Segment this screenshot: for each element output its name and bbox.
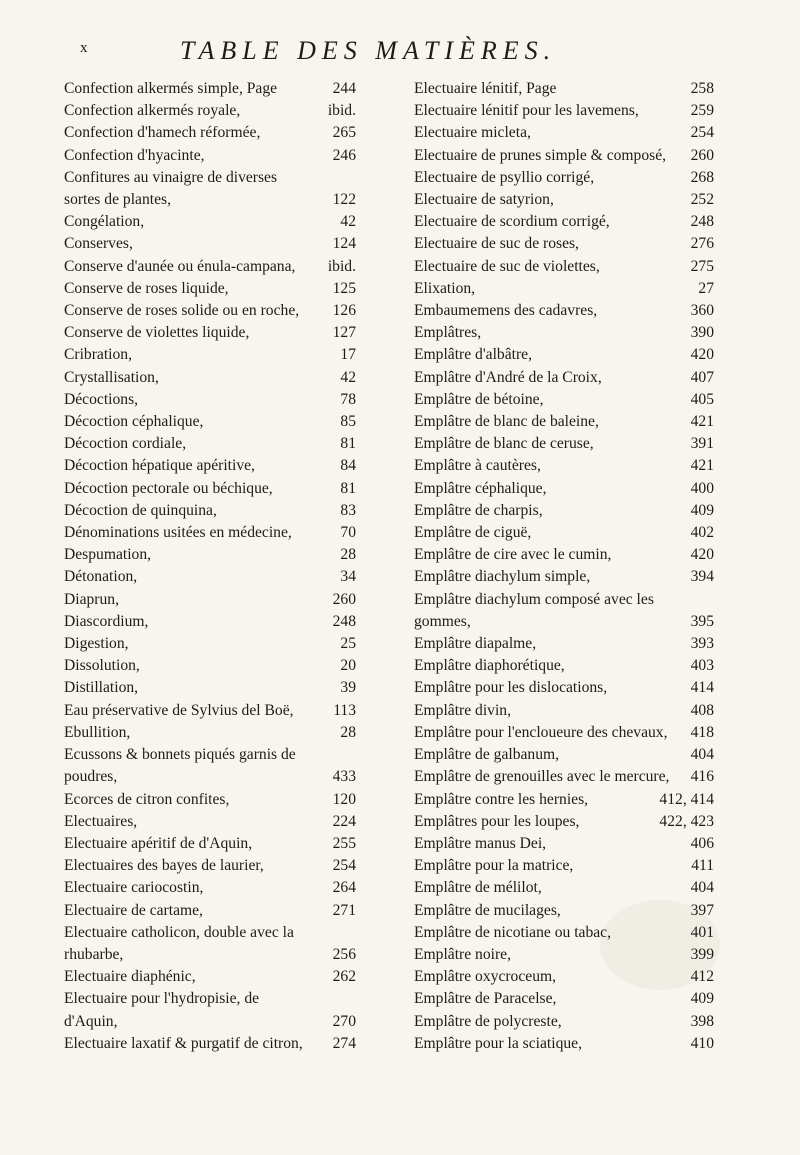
entry-label: Emplâtres,	[414, 324, 482, 342]
entry-page-number: 412	[690, 968, 714, 986]
entry-page-number: 265	[332, 124, 356, 142]
entry-label: Emplâtre diachylum composé avec les gommes,	[414, 590, 654, 630]
index-entry	[414, 522, 714, 544]
index-entry	[64, 78, 356, 100]
entry-label: Electuaire catholicon, double avec la rhubarbe,	[64, 923, 294, 963]
entry-label: Electuaire pour l'hydropisie, de d'Aquin,	[64, 990, 260, 1030]
index-entry	[414, 544, 714, 566]
entry-label: Décoction de quinquina,	[64, 501, 217, 519]
entry-page-number: 271	[332, 901, 356, 919]
index-entry	[414, 233, 714, 255]
entry-label: Emplâtre à cautères,	[414, 457, 541, 475]
entry-page-number: 421	[690, 457, 714, 475]
index-entry	[64, 1033, 356, 1055]
entry-page-number: 83	[340, 501, 356, 519]
index-entry	[414, 344, 714, 366]
entry-page-number: 81	[340, 435, 356, 453]
entry-page-number: 416	[690, 768, 714, 786]
entry-page-number: 403	[690, 657, 714, 675]
entry-label: Emplâtre oxycroceum,	[414, 968, 557, 986]
entry-page-number: 274	[332, 1034, 356, 1052]
entry-page-number: 270	[332, 1012, 356, 1030]
entry-label: Emplâtre de grenouilles avec le mercure,	[414, 768, 670, 786]
entry-label: Emplâtre manus Dei,	[414, 834, 547, 852]
entry-label: Décoction pectorale ou béchique,	[64, 479, 273, 497]
entry-label: Ecorces de citron confites,	[64, 790, 230, 808]
index-entry	[414, 500, 714, 522]
entry-label: Décoction cordiale,	[64, 435, 187, 453]
entry-page-number: 255	[332, 834, 356, 852]
index-entry	[414, 1033, 714, 1055]
entry-label: Confection d'hamech réformée,	[64, 124, 261, 142]
index-entry	[414, 789, 714, 811]
entry-page-number: 394	[690, 568, 714, 586]
index-entry	[64, 744, 356, 788]
index-entry	[414, 722, 714, 744]
entry-page-number: 246	[332, 146, 356, 164]
entry-page-number: 122	[332, 191, 356, 209]
entry-label: Décoction hépatique apéritive,	[64, 457, 255, 475]
index-entry	[414, 966, 714, 988]
entry-label: Embaumemens des cadavres,	[414, 302, 598, 320]
entry-label: Diascordium,	[64, 612, 149, 630]
entry-page-number: ibid.	[327, 257, 356, 275]
entry-page-number: 34	[340, 568, 356, 586]
index-entry	[414, 455, 714, 477]
entry-label: Elixation,	[414, 279, 476, 297]
index-entry	[64, 988, 356, 1032]
entry-page-number: 360	[690, 302, 714, 320]
entry-page-number: 42	[340, 368, 356, 386]
index-entry	[64, 966, 356, 988]
index-entry	[414, 1011, 714, 1033]
index-entry	[414, 744, 714, 766]
index-entry	[64, 433, 356, 455]
index-entry	[414, 700, 714, 722]
index-entry	[414, 478, 714, 500]
entry-page-number: 409	[690, 501, 714, 519]
entry-label: Despumation,	[64, 546, 152, 564]
index-entry	[64, 677, 356, 699]
entry-label: Electuaire laxatif & purgatif de citron,	[64, 1034, 303, 1052]
entry-label: Diaprun,	[64, 590, 119, 608]
index-entry	[414, 256, 714, 278]
index-entry	[64, 145, 356, 167]
entry-page-number: 404	[690, 879, 714, 897]
index-entry	[64, 322, 356, 344]
index-entry	[414, 433, 714, 455]
entry-label: Emplâtre de galbanum,	[414, 746, 560, 764]
index-entry	[64, 789, 356, 811]
entry-page-number: 398	[690, 1012, 714, 1030]
index-entry	[64, 233, 356, 255]
entry-page-number: 28	[340, 723, 356, 741]
entry-page-number: 262	[332, 968, 356, 986]
entry-label: Eau préservative de Sylvius del Boë,	[64, 701, 294, 719]
entry-label: Emplâtre de nicotiane ou tabac,	[414, 923, 612, 941]
entry-label: Confection alkermés simple, Page	[64, 80, 278, 97]
entry-label: Emplâtre de Paracelse,	[414, 990, 557, 1008]
index-entry	[64, 278, 356, 300]
index-entry	[414, 300, 714, 322]
entry-label: Emplâtre pour la sciatique,	[414, 1034, 583, 1052]
entry-label: Electuaire de suc de roses,	[414, 235, 579, 253]
index-entry	[414, 367, 714, 389]
entry-page-number: 27	[698, 279, 714, 297]
index-entry	[64, 700, 356, 722]
entry-label: Electuaire de cartame,	[64, 901, 203, 919]
index-entry	[64, 167, 356, 211]
entry-page-number: 254	[332, 857, 356, 875]
index-entry	[414, 145, 714, 167]
index-entry	[64, 522, 356, 544]
entry-label: Emplâtre de charpis,	[414, 501, 543, 519]
entry-label: Cribration,	[64, 346, 132, 364]
index-entry	[64, 589, 356, 611]
entry-page-number: 401	[690, 923, 714, 941]
entry-page-number: 418	[690, 723, 714, 741]
entry-label: Congélation,	[64, 213, 145, 231]
entry-label: Emplâtre de blanc de baleine,	[414, 413, 599, 431]
entry-label: Confection d'hyacinte,	[64, 146, 205, 164]
entry-label: Décoctions,	[64, 390, 139, 408]
index-entry	[64, 633, 356, 655]
entry-label: Emplâtre de cire avec le cumin,	[414, 546, 612, 564]
entry-label: Emplâtre de bétoine,	[414, 390, 544, 408]
entry-page-number: 120	[332, 790, 356, 808]
entry-page-number: 259	[690, 102, 714, 120]
index-entry	[414, 677, 714, 699]
entry-page-number: 244	[332, 80, 356, 97]
entry-page-number: 422, 423	[659, 812, 714, 830]
entry-label: Electuaire lénitif, Page	[414, 80, 557, 97]
entry-label: Dénominations usitées en médecine,	[64, 524, 292, 542]
entry-label: Emplâtre de polycreste,	[414, 1012, 562, 1030]
index-entry	[64, 655, 356, 677]
entry-label: Conserve de roses liquide,	[64, 279, 229, 297]
index-entry	[64, 855, 356, 877]
index-entry	[414, 100, 714, 122]
entry-page-number: 390	[690, 324, 714, 342]
index-column-left	[64, 78, 356, 1055]
index-entry	[64, 566, 356, 588]
index-entry	[414, 189, 714, 211]
index-entry	[414, 855, 714, 877]
entry-label: Décoction céphalique,	[64, 413, 204, 431]
index-entry	[64, 900, 356, 922]
index-entry	[64, 877, 356, 899]
index-entry	[414, 211, 714, 233]
entry-page-number: 407	[690, 368, 714, 386]
entry-page-number: 412, 414	[659, 790, 714, 808]
entry-label: Electuaire micleta,	[414, 124, 531, 142]
index-entry	[64, 367, 356, 389]
entry-page-number: 28	[340, 546, 356, 564]
entry-label: Confitures au vinaigre de diverses sortes de plantes,	[64, 168, 278, 209]
entry-label: Electuaire de scordium corrigé,	[414, 213, 610, 231]
entry-label: Emplâtre diapalme,	[414, 635, 537, 653]
entry-label: Emplâtre noire,	[414, 945, 511, 963]
index-entry	[414, 811, 714, 833]
entry-label: Electuaire apéritif de d'Aquin,	[64, 834, 253, 852]
index-entry	[64, 455, 356, 477]
index-entry	[64, 122, 356, 144]
entry-page-number: 126	[332, 302, 356, 320]
index-entry	[64, 922, 356, 966]
entry-label: Confection alkermés royale,	[64, 102, 241, 120]
entry-page-number: 20	[340, 657, 356, 675]
entry-page-number: 397	[690, 901, 714, 919]
entry-page-number: 404	[690, 746, 714, 764]
entry-label: Electuaire de prunes simple & composé,	[414, 146, 667, 164]
index-entry	[64, 344, 356, 366]
entry-label: Détonation,	[64, 568, 138, 586]
entry-label: Electuaire de suc de violettes,	[414, 257, 600, 275]
entry-page-number: 113	[333, 701, 356, 719]
index-entry	[64, 211, 356, 233]
entry-page-number: 405	[690, 390, 714, 408]
entry-page-number: 409	[690, 990, 714, 1008]
index-entry	[414, 988, 714, 1010]
index-entry	[414, 589, 714, 633]
entry-page-number: 400	[690, 479, 714, 497]
index-entry	[414, 278, 714, 300]
entry-page-number: 124	[332, 235, 356, 253]
entry-page-number: 260	[690, 146, 714, 164]
entry-label: Emplâtre de mélilot,	[414, 879, 542, 897]
index-entry	[414, 411, 714, 433]
entry-page-number: 248	[332, 612, 356, 630]
entry-label: Ebullition,	[64, 723, 131, 741]
entry-label: Ecussons & bonnets piqués garnis de poudres,	[64, 746, 296, 786]
entry-page-number: 420	[690, 346, 714, 364]
entry-label: Distillation,	[64, 679, 139, 697]
entry-label: Emplâtre de mucilages,	[414, 901, 561, 919]
index-entry	[64, 100, 356, 122]
page-header	[80, 36, 720, 76]
index-entry	[64, 544, 356, 566]
entry-label: Digestion,	[64, 635, 129, 653]
entry-page-number: 84	[340, 457, 356, 475]
entry-page-number: 127	[332, 324, 356, 342]
page-number: x	[80, 40, 88, 56]
entry-page-number: 410	[690, 1034, 714, 1052]
entry-page-number: 433	[332, 768, 356, 786]
index-entry	[414, 322, 714, 344]
entry-label: Electuaire diaphénic,	[64, 968, 196, 986]
entry-page-number: 42	[340, 213, 356, 231]
index-entry	[64, 500, 356, 522]
entry-page-number: 264	[332, 879, 356, 897]
index-entry	[414, 122, 714, 144]
entry-label: Crystallisation,	[64, 368, 159, 386]
index-entry	[64, 256, 356, 278]
entry-page-number: 414	[690, 679, 714, 697]
index-entry	[414, 944, 714, 966]
entry-label: Emplâtre contre les hernies,	[414, 790, 589, 808]
entry-page-number: 252	[690, 191, 714, 209]
entry-page-number: 39	[340, 679, 356, 697]
entry-page-number: 125	[332, 279, 356, 297]
entry-page-number: 399	[690, 945, 714, 963]
entry-page-number: 256	[332, 945, 356, 963]
index-entry	[64, 478, 356, 500]
entry-label: Emplâtre de blanc de ceruse,	[414, 435, 594, 453]
entry-page-number: 17	[340, 346, 356, 364]
index-entry	[64, 611, 356, 633]
entry-page-number: 81	[340, 479, 356, 497]
index-entry	[414, 389, 714, 411]
entry-label: Electuaires des bayes de laurier,	[64, 857, 264, 875]
entry-label: Electuaire de satyrion,	[414, 191, 554, 209]
entry-label: Dissolution,	[64, 657, 140, 675]
entry-label: Electuaire cariocostin,	[64, 879, 204, 897]
index-entry	[64, 411, 356, 433]
entry-page-number: 248	[690, 213, 714, 231]
entry-label: Emplâtre divin,	[414, 701, 512, 719]
entry-label: Emplâtre céphalique,	[414, 479, 547, 497]
entry-page-number: 402	[690, 524, 714, 542]
entry-page-number: 268	[690, 168, 714, 186]
index-entry	[414, 566, 714, 588]
index-entry	[414, 766, 714, 788]
entry-page-number: 408	[690, 701, 714, 719]
index-entry	[64, 300, 356, 322]
index-entry	[64, 389, 356, 411]
entry-label: Emplâtre pour les dislocations,	[414, 679, 608, 697]
entry-page-number: 391	[690, 435, 714, 453]
entry-page-number: 395	[690, 612, 714, 630]
entry-page-number: 70	[340, 524, 356, 542]
index-entry	[414, 877, 714, 899]
entry-page-number: 406	[690, 834, 714, 852]
entry-label: Emplâtre d'André de la Croix,	[414, 368, 602, 386]
entry-label: Electuaire lénitif pour les lavemens,	[414, 102, 639, 120]
entry-page-number: 260	[332, 590, 356, 608]
index-entry	[64, 811, 356, 833]
entry-page-number: 258	[690, 80, 714, 97]
index-entry	[414, 167, 714, 189]
entry-page-number: 78	[340, 390, 356, 408]
entry-page-number: 25	[340, 635, 356, 653]
index-entry	[414, 633, 714, 655]
index-entry	[64, 833, 356, 855]
entry-page-number: 224	[332, 812, 356, 830]
index-entry	[64, 722, 356, 744]
entry-label: Emplâtre de ciguë,	[414, 524, 532, 542]
entry-label: Emplâtre pour l'encloueure des chevaux,	[414, 723, 668, 741]
entry-label: Emplâtres pour les loupes,	[414, 812, 580, 830]
entry-label: Emplâtre diachylum simple,	[414, 568, 591, 586]
entry-label: Conserve de violettes liquide,	[64, 324, 250, 342]
entry-label: Emplâtre d'albâtre,	[414, 346, 532, 364]
index-entry	[414, 78, 714, 100]
entry-label: Electuaire de psyllio corrigé,	[414, 168, 595, 186]
index-entry	[414, 900, 714, 922]
entry-label: Emplâtre diaphorétique,	[414, 657, 565, 675]
entry-page-number: 276	[690, 235, 714, 253]
index-entry	[414, 655, 714, 677]
entry-label: Emplâtre pour la matrice,	[414, 857, 574, 875]
entry-page-number: 411	[691, 857, 714, 875]
entry-page-number: 275	[690, 257, 714, 275]
entry-page-number: 85	[340, 413, 356, 431]
entry-label: Electuaires,	[64, 812, 138, 830]
entry-page-number: 393	[690, 635, 714, 653]
entry-label: Conserve d'aunée ou énula-campana,	[64, 257, 296, 275]
entry-page-number: 421	[690, 413, 714, 431]
index-entry	[414, 922, 714, 944]
entry-page-number: ibid.	[327, 102, 356, 120]
index-entry	[414, 833, 714, 855]
page-title: TABLE DES MATIÈRES.	[180, 36, 557, 65]
index-column-right	[414, 78, 714, 1055]
entry-label: Conserves,	[64, 235, 133, 253]
entry-label: Conserve de roses solide ou en roche,	[64, 302, 300, 320]
entry-page-number: 254	[690, 124, 714, 142]
entry-page-number: 420	[690, 546, 714, 564]
